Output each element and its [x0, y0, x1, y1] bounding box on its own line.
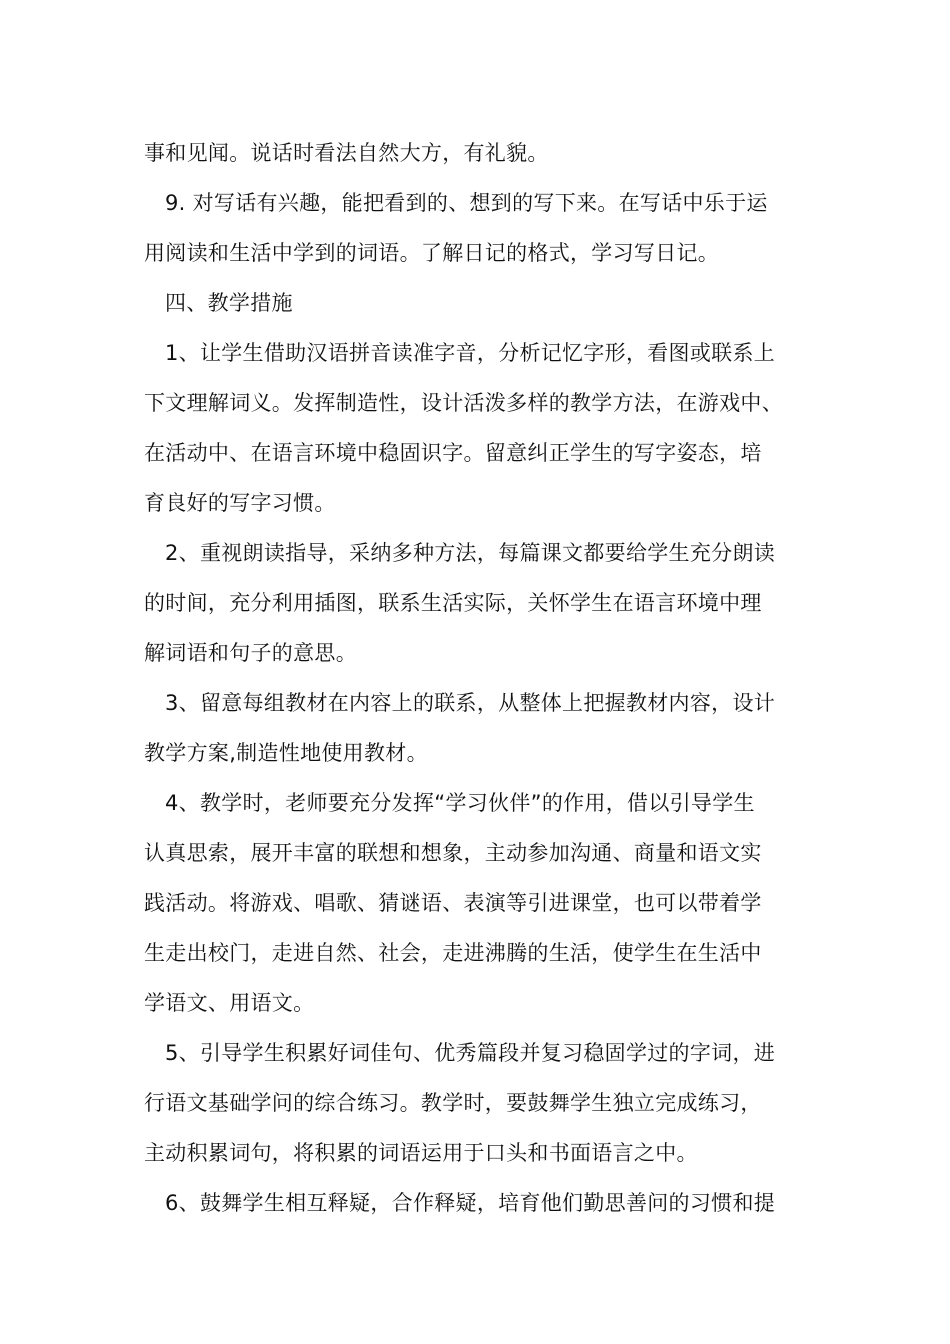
text-line: 9. 对写话有兴趣，能把看到的、想到的写下来。在写话中乐于运: [165, 191, 768, 215]
text-line: 学语文、用语文。: [144, 991, 315, 1015]
text-line: 解词语和句子的意思。: [144, 641, 357, 665]
text-line: 1、让学生借助汉语拼音读准字音，分析记忆字形，看图或联系上: [165, 341, 776, 365]
text-line: 践活动。将游戏、唱歌、猜谜语、表演等引进课堂，也可以带着学: [144, 891, 762, 915]
text-line: 4、教学时，老师要充分发挥“学习伙伴”的作用，借以引导学生: [165, 791, 755, 815]
text-line: 行语文基础学问的综合练习。教学时，要鼓舞学生独立完成练习，: [144, 1091, 762, 1115]
text-line: 生走出校门，走进自然、社会，走进沸腾的生活，使学生在生活中: [144, 941, 762, 965]
text-line: 教学方案,制造性地使用教材。: [144, 741, 428, 765]
text-line: 下文理解词义。发挥制造性，设计活泼多样的教学方法，在游戏中、: [144, 391, 783, 415]
text-line: 3、留意每组教材在内容上的联系，从整体上把握教材内容，设计: [165, 691, 776, 715]
text-line: 2、重视朗读指导，采纳多种方法，每篇课文都要给学生充分朗读: [165, 541, 776, 565]
document-body: [144, 128, 814, 1228]
text-line: 四、教学措施: [165, 291, 293, 315]
text-line: 主动积累词句，将积累的词语运用于口头和书面语言之中。: [144, 1141, 698, 1165]
text-line: 事和见闻。说话时看法自然大方，有礼貌。: [144, 141, 549, 165]
text-line: 5、引导学生积累好词佳句、优秀篇段并复习稳固学过的字词，进: [165, 1041, 776, 1065]
text-line: 用阅读和生活中学到的词语。了解日记的格式，学习写日记。: [144, 241, 720, 265]
text-line: 在活动中、在语言环境中稳固识字。留意纠正学生的写字姿态，培: [144, 441, 762, 465]
text-line: 6、鼓舞学生相互释疑，合作释疑，培育他们勤思善问的习惯和提: [165, 1191, 776, 1215]
text-line: 育良好的写字习惯。: [144, 491, 336, 515]
text-line: 的时间，充分利用插图，联系生活实际，关怀学生在语言环境中理: [144, 591, 762, 615]
text-line: 认真思索，展开丰富的联想和想象，主动参加沟通、商量和语文实: [144, 841, 762, 865]
